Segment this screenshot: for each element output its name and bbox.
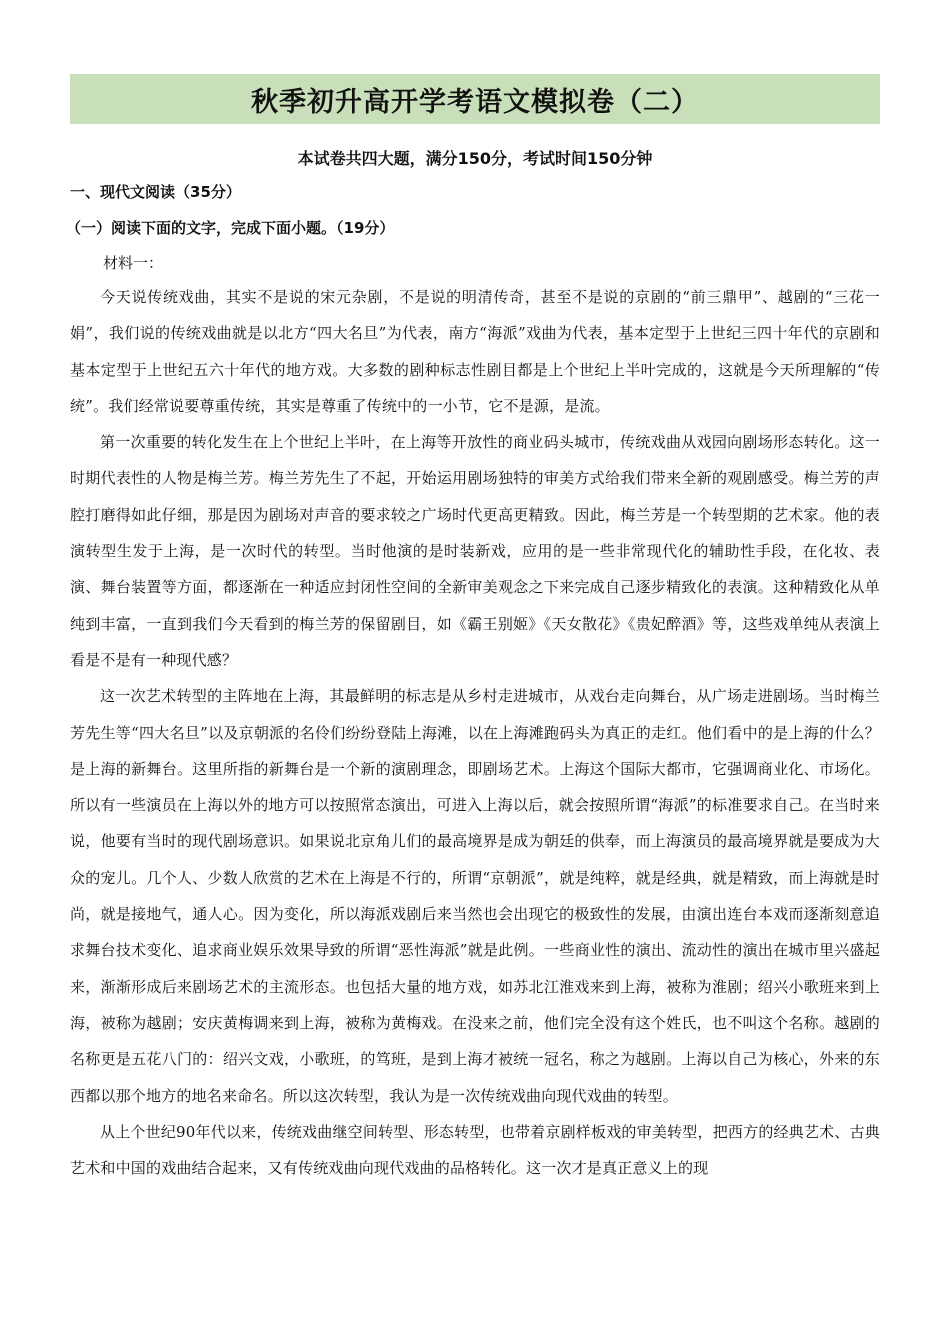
paragraph: 今天说传统戏曲，其实不是说的宋元杂剧，不是说的明清传奇，甚至不是说的京剧的“前三鼎甲”、越剧的“三花一娟”，我们说的传统戏曲就是以北方“四大名旦”为代表，南方“海派”戏曲为代表，基本定型于上世纪三四十年代的京剧和基本定型于上世纪五六十年代的地方戏。大多数的剧种标志性剧目都是上个世纪上半叶完成的，这就是今天所理解的“传统”。我们经常说要尊重传统，其实是尊重了传统中的一小节，它不是源，是流。	[70, 288, 880, 415]
exam-title: 秋季初升高开学考语文模拟卷（二）	[251, 86, 699, 118]
section-heading: 一、现代文阅读（35分）	[70, 183, 241, 201]
material-label: 材料一：	[103, 254, 164, 272]
exam-subtitle: 本试卷共四大题，满分150分，考试时间150分钟	[297, 149, 653, 168]
paragraph: 这一次艺术转型的主阵地在上海，其最鲜明的标志是从乡村走进城市，从戏台走向舞台，从广场走进剧场。当时梅兰芳先生等“四大名旦”以及京朝派的名伶们纷纷登陆上海滩，以在上海滩跑码头为真正的走红。他们看中的是上海的什么？是上海的新舞台。这里所指的新舞台是一个新的演剧理念，即剧场艺术。上海这个国际大都市，它强调商业化、市场化。所以有一些演员在上海以外的地方可以按照常态演出，可进入上海以后，就会按照所谓“海派”的标准要求自己。在当时来说，他要有当时的现代剧场意识。如果说北京角儿们的最高境界是成为朝廷的供奉，而上海演员的最高境界就是要成为大众的宠儿。几个人、少数人欣赏的艺术在上海是不行的，所谓“京朝派”，就是纯粹，就是经典，就是精致，而上海就是时尚，就是接地气，通人心。因为变化，所以海派戏剧后来当然也会出现它的极致性的发展，由演出连台本戏而逐渐刻意追求舞台技术变化、追求商业娱乐效果导致的所谓“恶性海派”就是此例。一些商业性的演出、流动性的演出在城市里兴盛起来，渐渐形成后来剧场艺术的主流形态。也包括大量的地方戏，如苏北江淮戏来到上海，被称为淮剧；绍兴小歌班来到上海，被称为越剧；安庆黄梅调来到上海，被称为黄梅戏。在没来之前，他们完全没有这个姓氏，也不叫这个名称。越剧的名称更是五花八门的：绍兴文戏，小歌班，的笃班，是到上海才被统一冠名，称之为越剧。上海以自己为核心，外来的东西都以那个地方的地名来命名。所以这次转型，我认为是一次传统戏曲向现代戏曲的转型。	[70, 687, 880, 1105]
title-banner	[70, 74, 880, 124]
reading-passage	[70, 279, 880, 1186]
paragraph: 从上个世纪90年代以来，传统戏曲继空间转型、形态转型，也带着京剧样板戏的审美转型，把西方的经典艺术、古典艺术和中国的戏曲结合起来，又有传统戏曲向现代戏曲的品格转化。这一次才是真正意义上的现	[70, 1122, 880, 1178]
paragraph: 第一次重要的转化发生在上个世纪上半叶，在上海等开放性的商业码头城市，传统戏曲从戏园向剧场形态转化。这一时期代表性的人物是梅兰芳。梅兰芳先生了不起，开始运用剧场独特的审美方式给我们带来全新的观剧感受。梅兰芳的声腔打磨得如此仔细，那是因为剧场对声音的要求较之广场时代更高更精致。因此，梅兰芳是一个转型期的艺术家。他的表演转型生发于上海，是一次时代的转型。当时他演的是时装新戏，应用的是一些非常现代化的辅助性手段，在化妆、表演、舞台装置等方面，都逐渐在一种适应封闭性空间的全新审美观念之下来完成自己逐步精致化的表演。这种精致化从单纯到丰富，一直到我们今天看到的梅兰芳的保留剧目，如《霸王别姬》《天女散花》《贵妃醉酒》等，这些戏单纯从表演上看是不是有一种现代感？	[70, 433, 880, 669]
subsection-heading: （一）阅读下面的文字，完成下面小题。（19分）	[66, 219, 395, 237]
